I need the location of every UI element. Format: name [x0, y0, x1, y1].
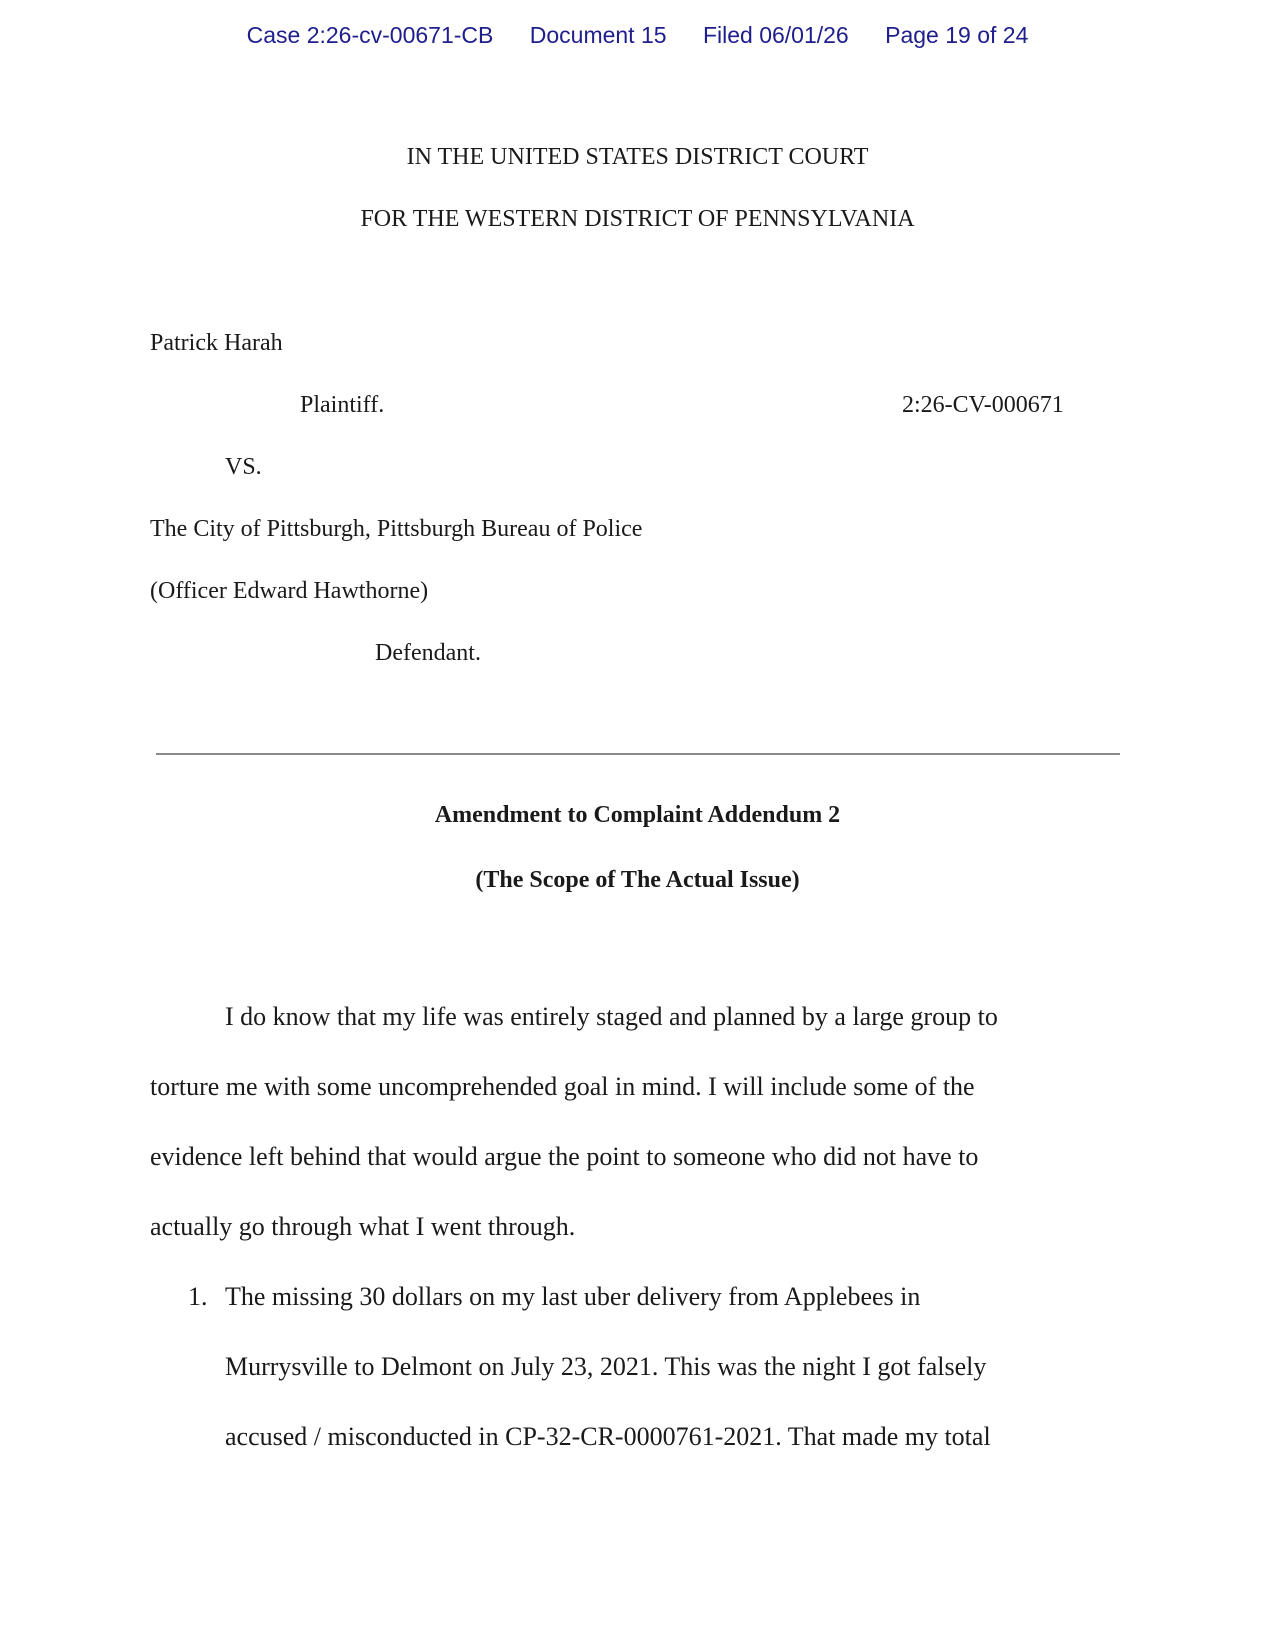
case-number: 2:26-CV-000671: [902, 392, 1064, 418]
caption-divider: [156, 753, 1120, 755]
list-item-line: accused / misconducted in CP-32-CR-0000761-2021. That made my total: [225, 1422, 991, 1451]
paragraph-line: I do know that my life was entirely staged and planned by a large group to: [225, 1002, 998, 1031]
court-name-line1: IN THE UNITED STATES DISTRICT COURT: [406, 144, 869, 170]
filed-date-stamp: Filed 06/01/26: [702, 22, 849, 48]
defendant-name-line1: The City of Pittsburgh, Pittsburgh Bureau of Police: [150, 516, 643, 542]
document-subtitle: (The Scope of The Actual Issue): [475, 867, 800, 893]
defendant-label: Defendant.: [375, 640, 481, 666]
document-number-stamp: Document 15: [529, 22, 667, 48]
plaintiff-name: Patrick Harah: [150, 330, 283, 356]
list-item-line: The missing 30 dollars on my last uber delivery from Applebees in: [225, 1282, 921, 1311]
list-item-line: Murrysville to Delmont on July 23, 2021. This was the night I got falsely: [225, 1352, 987, 1381]
case-number-stamp: Case 2:26-cv-00671-CB: [246, 22, 494, 48]
defendant-name-line2: (Officer Edward Hawthorne): [150, 578, 429, 604]
paragraph-line: torture me with some uncomprehended goal in mind. I will include some of the: [150, 1072, 975, 1101]
versus-label: VS.: [225, 454, 262, 480]
paragraph-line: evidence left behind that would argue the point to someone who did not have to: [150, 1142, 979, 1171]
page-count-stamp: Page 19 of 24: [885, 22, 1029, 48]
court-name-line2: FOR THE WESTERN DISTRICT OF PENNSYLVANIA: [360, 206, 915, 232]
paragraph-line: actually go through what I went through.: [150, 1212, 576, 1241]
plaintiff-label: Plaintiff.: [300, 392, 385, 418]
list-item-number: 1.: [188, 1282, 208, 1311]
document-title: Amendment to Complaint Addendum 2: [434, 802, 841, 828]
filing-header-stamp: [0, 22, 1275, 49]
